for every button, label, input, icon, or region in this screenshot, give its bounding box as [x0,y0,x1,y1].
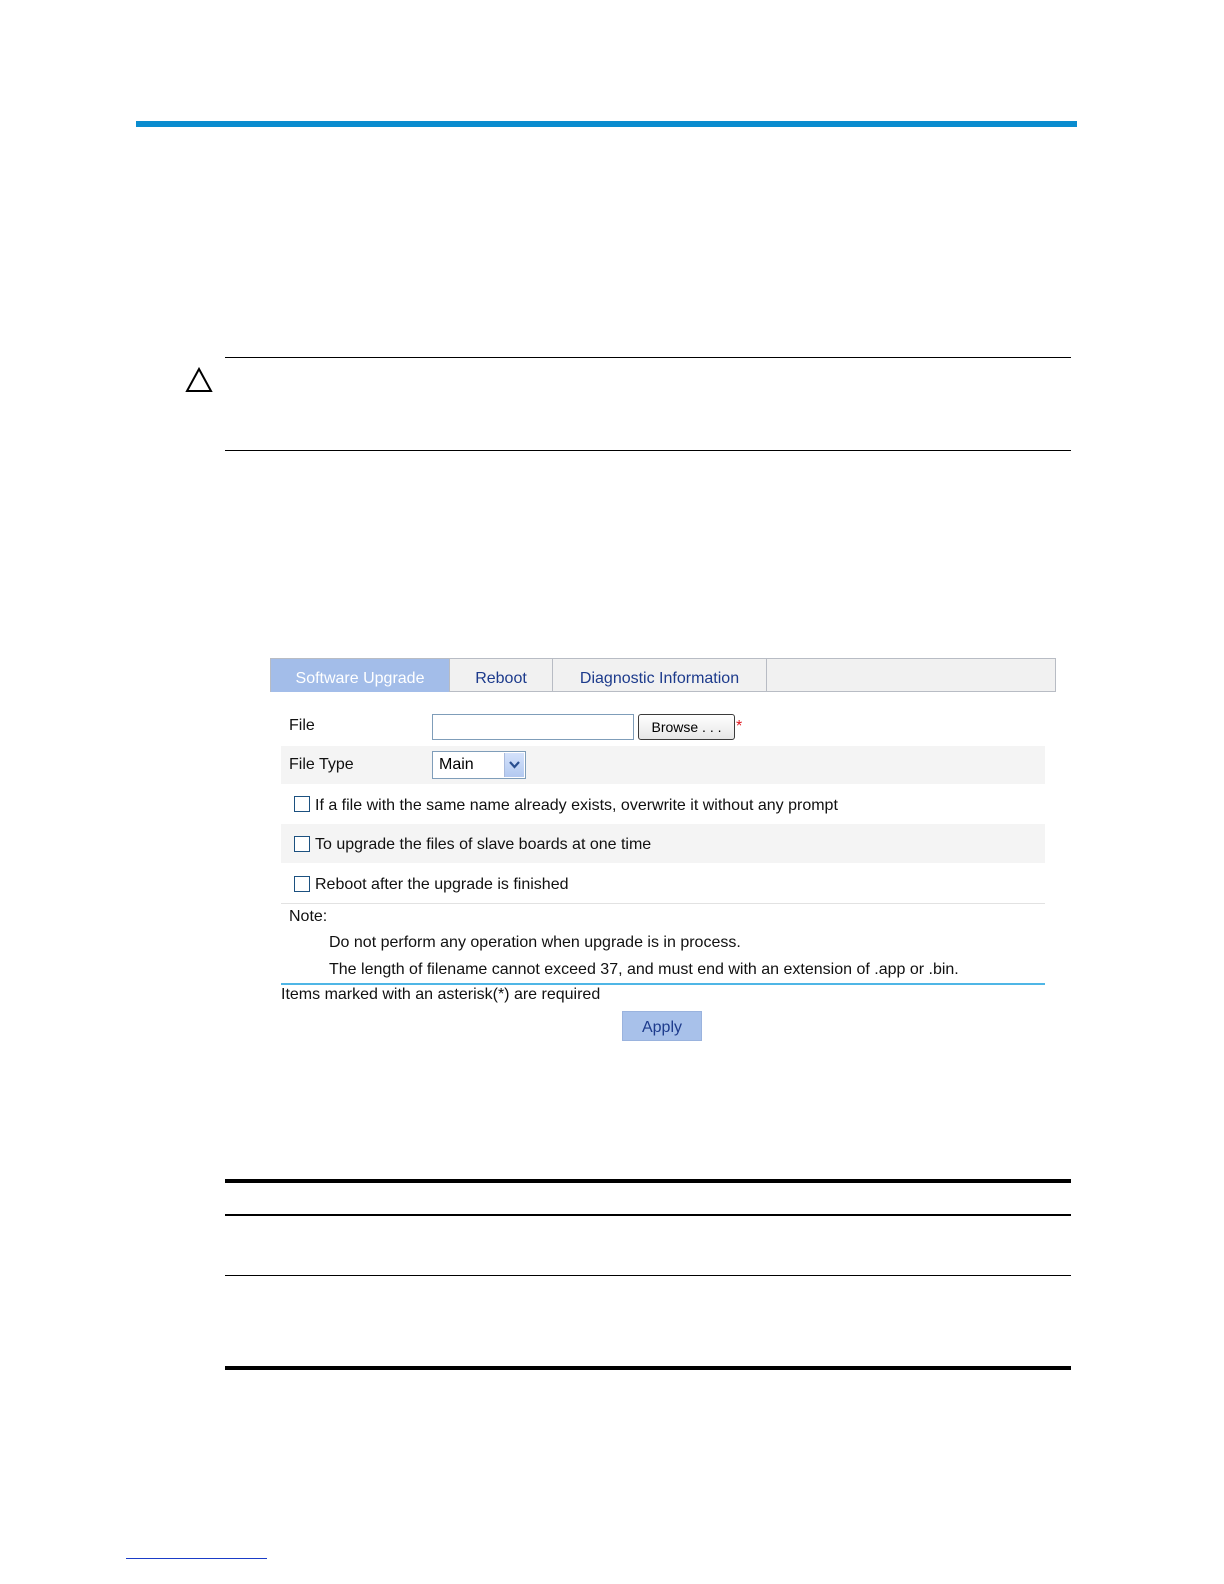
apply-button[interactable]: Apply [622,1011,702,1041]
required-hint: Items marked with an asterisk(*) are required [281,986,601,1003]
header-rule [136,121,1077,127]
caution-top-rule [225,357,1071,358]
table-bottom-rule [225,1366,1071,1370]
reboot-after-checkbox[interactable] [294,876,310,892]
chevron-down-icon [504,753,524,777]
overwrite-checkbox[interactable] [294,796,310,812]
slave-boards-checkbox[interactable] [294,836,310,852]
note-line-1: Do not perform any operation when upgrade is in process. [329,934,741,951]
file-type-row [281,746,1045,784]
overwrite-label: If a file with the same name already exists, overwrite it without any prompt [315,797,838,814]
tab-bar [270,658,1056,692]
tab-software-upgrade[interactable]: Software Upgrade [271,659,450,692]
tab-diagnostic-information[interactable]: Diagnostic Information [553,659,767,692]
note-line-2: The length of filename cannot exceed 37, and must end with an extension of .app or .bin. [329,961,959,978]
browse-button[interactable]: Browse . . . [638,714,735,740]
row-divider [281,903,1045,904]
section-divider [281,983,1045,985]
file-type-select[interactable] [432,751,526,779]
table-top-rule [225,1179,1071,1183]
table-header-rule [225,1214,1071,1216]
note-title: Note: [289,908,328,925]
file-label: File [289,717,315,734]
tab-reboot[interactable]: Reboot [450,659,553,692]
warning-triangle-icon [185,367,213,393]
required-asterisk: * [736,718,743,735]
file-path-input[interactable] [432,714,634,740]
file-type-value: Main [439,756,474,773]
reboot-after-label: Reboot after the upgrade is finished [315,876,569,893]
file-type-label: File Type [289,756,354,773]
caution-bottom-rule [225,450,1071,451]
slave-boards-label: To upgrade the files of slave boards at one time [315,836,652,853]
footnote-rule [126,1558,267,1559]
table-row-rule [225,1275,1071,1276]
